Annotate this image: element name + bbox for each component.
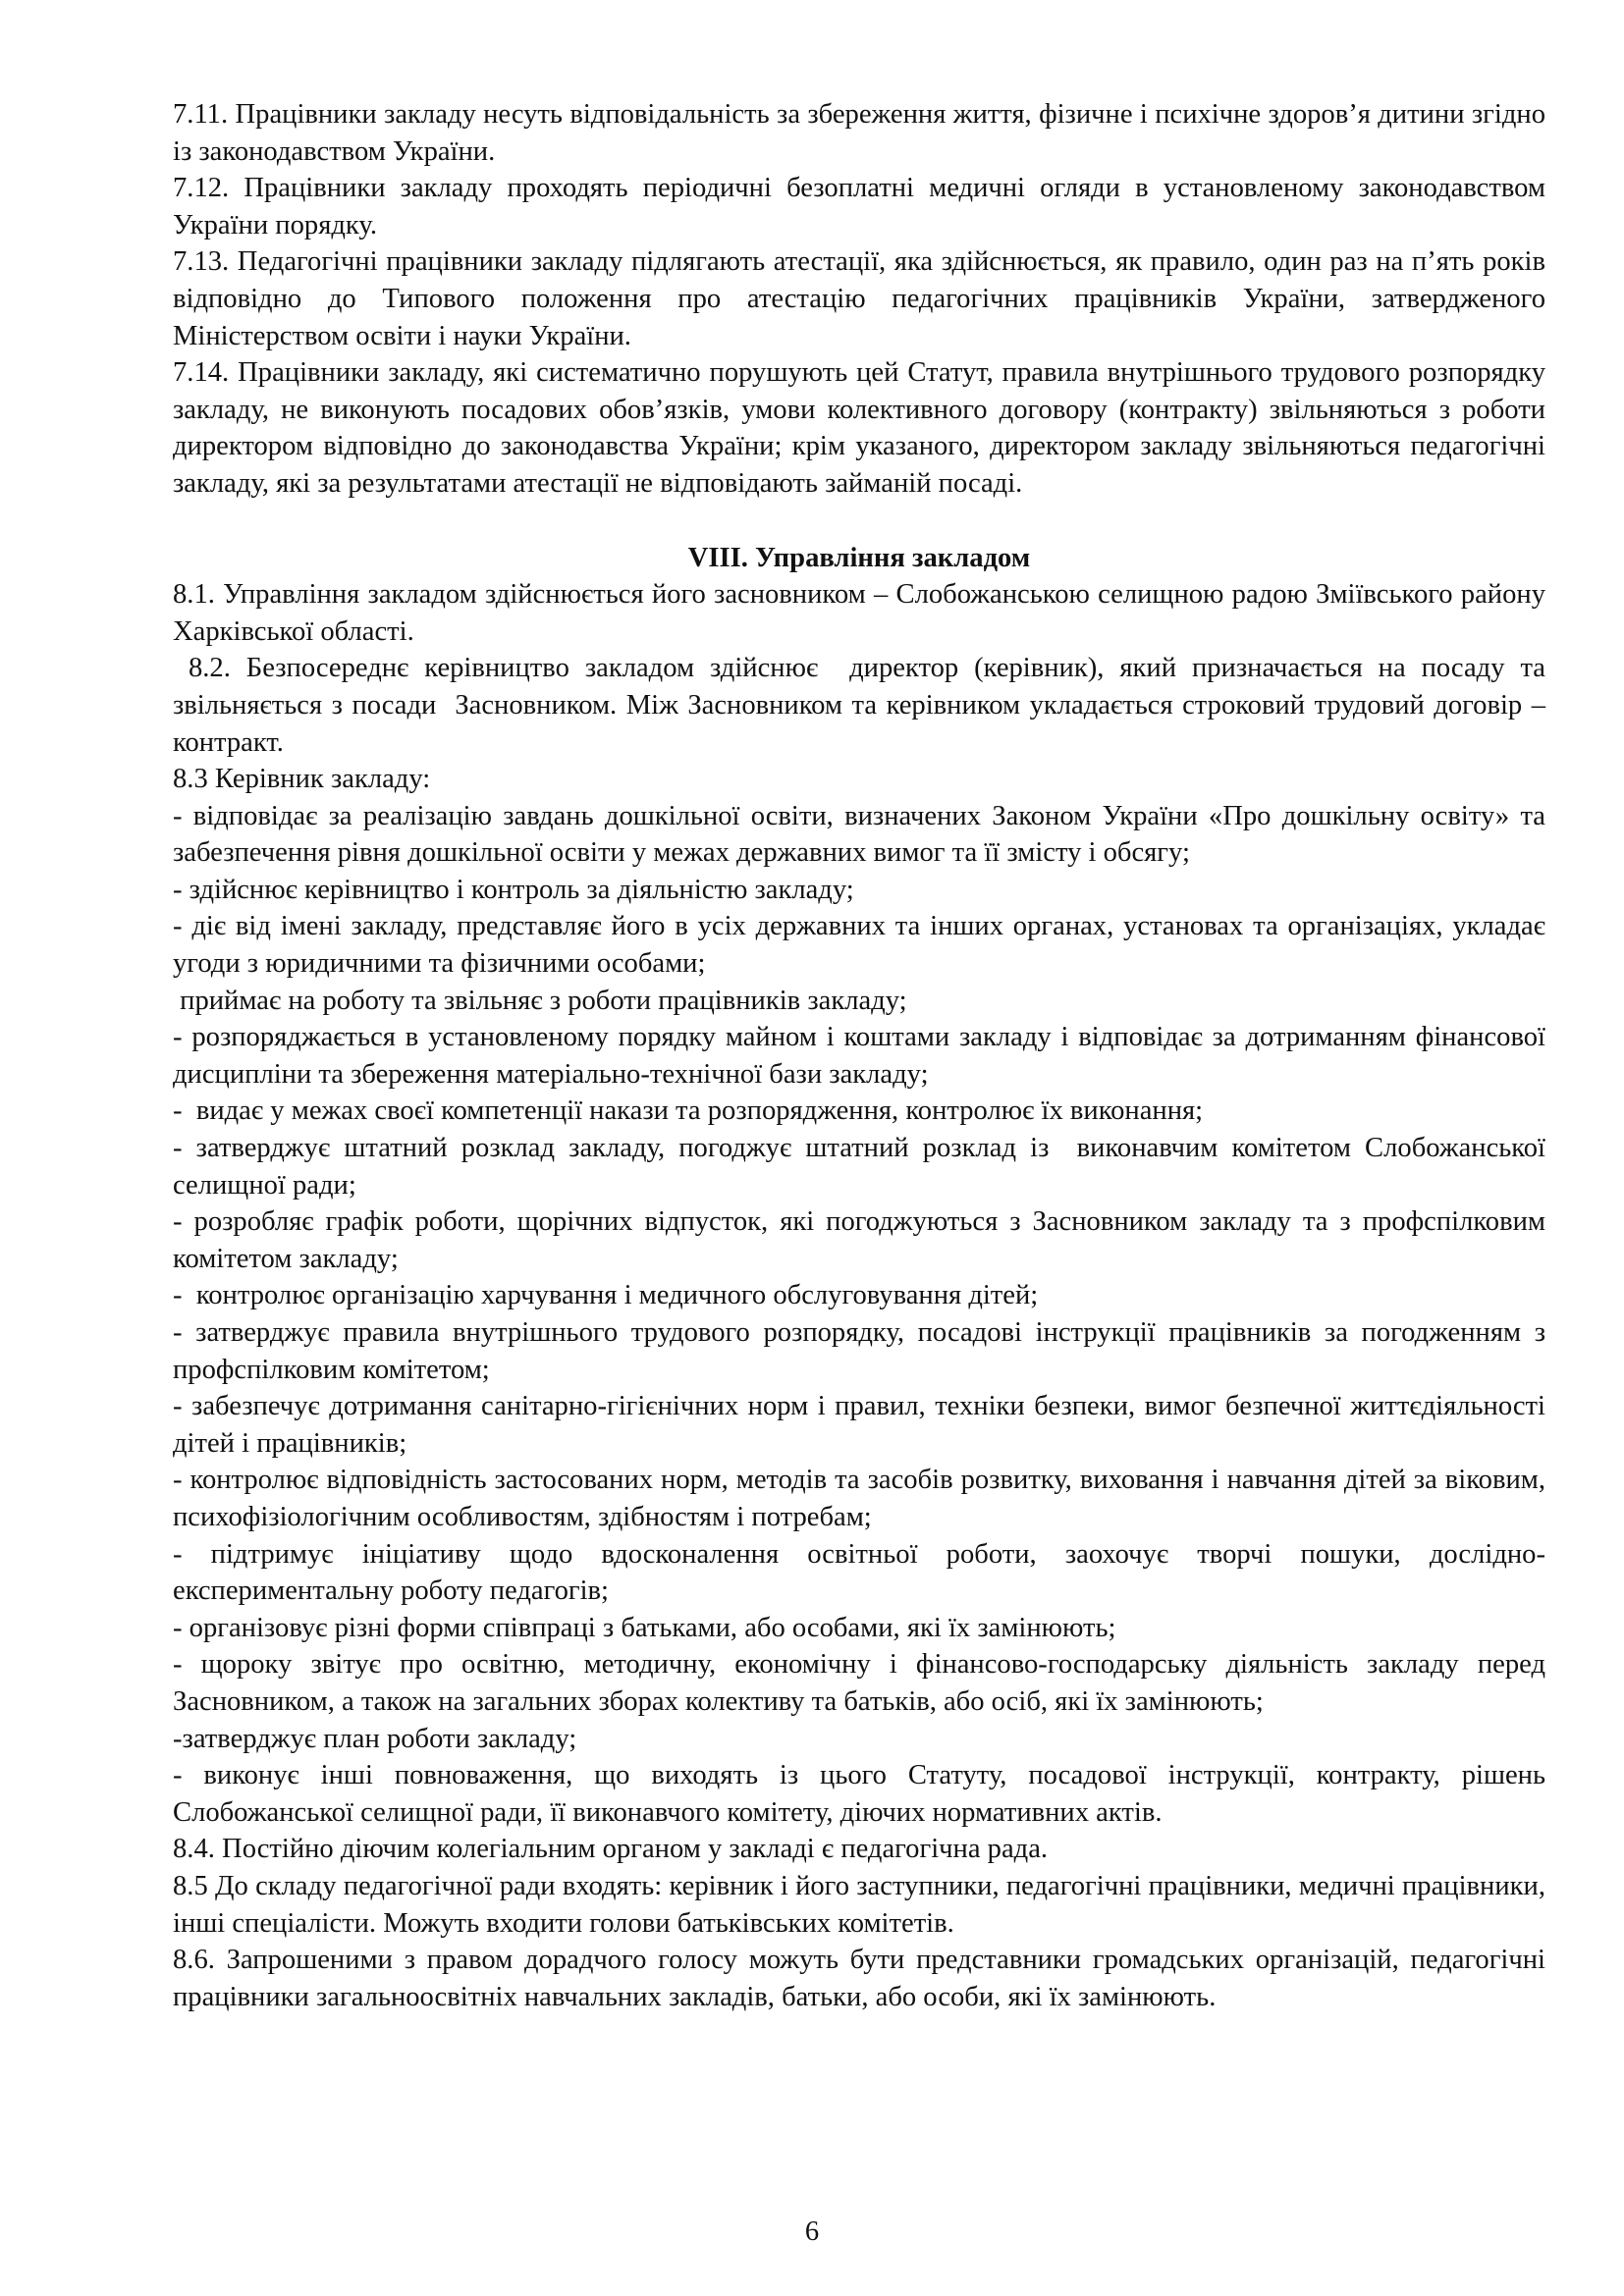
section-title: VIII. Управління закладом: [687, 542, 1031, 573]
duty-item: - здійснює керівництво і контроль за діяльністю закладу;: [173, 874, 854, 905]
duty-item: приймає на роботу та звільняє з роботи працівників закладу;: [173, 985, 907, 1016]
duty-item: - відповідає за реалізацію завдань дошкільної освіти, визначених Законом України «Про дошкільну освіту» та забезпечення рівня дошкільної освіти у межах державних вимог та її змісту і обсягу;: [173, 800, 1545, 869]
paragraph-8-3: 8.3 Керівник закладу:: [173, 764, 431, 795]
paragraph-8-1: 8.1. Управління закладом здійснюється його засновником – Слобожанською селищною радою Зміївського району Харківської області.: [173, 579, 1545, 647]
paragraph-7-12: 7.12. Працівники закладу проходять періодичні безоплатні медичні огляди в установленому законодавством України порядку.: [173, 173, 1545, 240]
paragraph-7-11: 7.11. Працівники закладу несуть відповідальність за збереження життя, фізичне і психічне здоров’я дитини згідно із законодавством України.: [173, 99, 1545, 167]
duty-item: - виконує інші повноваження, що виходять із цього Статуту, посадової інструкції, контракту, рішень Слобожанської селищної ради, її виконавчого комітету, діючих нормативних актів.: [173, 1760, 1545, 1828]
duty-item: - забезпечує дотримання санітарно-гігієнічних норм і правил, техніки безпеки, вимог безпечної життєдіяльності дітей і працівників;: [173, 1391, 1545, 1459]
duty-item: -затверджує план роботи закладу;: [173, 1723, 577, 1754]
duty-item: - організовує різні форми співпраці з батьками, або особами, які їх замінюють;: [173, 1612, 1116, 1643]
duty-item: - розробляє графік роботи, щорічних відпусток, які погоджуються з Засновником закладу та з профспілковим комітетом закладу;: [173, 1206, 1545, 1274]
duty-item: - діє від імені закладу, представляє його в усіх державних та інших органах, установах та організаціях, укладає угоди з юридичними та фізичними особами;: [173, 911, 1545, 980]
page-number: 6: [804, 2216, 820, 2247]
duty-item: - затверджує штатний розклад закладу, погоджує штатний розклад із виконавчим комітетом Слобожанської селищної ради;: [173, 1133, 1553, 1201]
duty-item: - контролює організацію харчування і медичного обслуговування дітей;: [173, 1280, 1039, 1311]
paragraph-8-6: 8.6. Запрошеними з правом дорадчого голосу можуть бути представники громадських організацій, педагогічні працівники загальноосвітніх навчальних закладів, батьки, або особи, які їх замінюють.: [173, 1945, 1545, 2012]
duty-item: - видає у межах своєї компетенції накази та розпорядження, контролює їх виконання;: [173, 1095, 1204, 1127]
duty-item: - щороку звітує про освітню, методичну, економічну і фінансово-господарську діяльність закладу перед Засновником, а також на загальних зборах колективу та батьків, або осіб, які їх замінюють;: [173, 1649, 1545, 1717]
duty-item: - підтримує ініціативу щодо вдосконалення освітньої роботи, заохочує творчі пошуки, дослідно-експериментальну роботу педагогів;: [173, 1538, 1545, 1607]
duty-item: - розпоряджається в установленому порядку майном і коштами закладу і відповідає за дотриманням фінансової дисципліни та збереження матеріально-технічної бази закладу;: [173, 1022, 1545, 1090]
paragraph-8-4: 8.4. Постійно діючим колегіальним органом у закладі є педагогічна рада.: [173, 1834, 1049, 1865]
paragraph-7-13: 7.13. Педагогічні працівники закладу підлягають атестації, яка здійснюється, як правило, один раз на п’ять років відповідно до Типового положення про атестацію педагогічних працівників України, затвердженого Міністерством освіти і науки України.: [173, 246, 1545, 351]
paragraph-8-2: 8.2. Безпосереднє керівництво закладом здійснює директор (керівник), який призначається на посаду та звільняється з посади Засновником. Між Засновником та керівником укладається строковий трудовий договір – контракт.: [173, 653, 1553, 758]
document-page: [173, 96, 1553, 2015]
duty-item: - затверджує правила внутрішнього трудового розпорядку, посадові інструкції працівників за погодженням з профспілковим комітетом;: [173, 1317, 1545, 1385]
duty-item: - контролює відповідність застосованих норм, методів та засобів розвитку, виховання і навчання дітей за віковим, психофізіологічним особливостям, здібностям і потребам;: [173, 1465, 1545, 1532]
paragraph-7-14: 7.14. Працівники закладу, які систематично порушують цей Статут, правила внутрішнього трудового розпорядку закладу, не виконують посадових обов’язків, умови колективного договору (контракту) звільняються з роботи директором відповідно до законодавства України; крім указаного, директором закладу звільняються педагогічні закладу, які за результатами атестації не відповідають займаній посаді.: [173, 357, 1545, 499]
paragraph-8-5: 8.5 До складу педагогічної ради входять: керівник і його заступники, педагогічні працівники, медичні працівники, інші спеціалісти. Можуть входити голови батьківських комітетів.: [173, 1870, 1545, 1939]
